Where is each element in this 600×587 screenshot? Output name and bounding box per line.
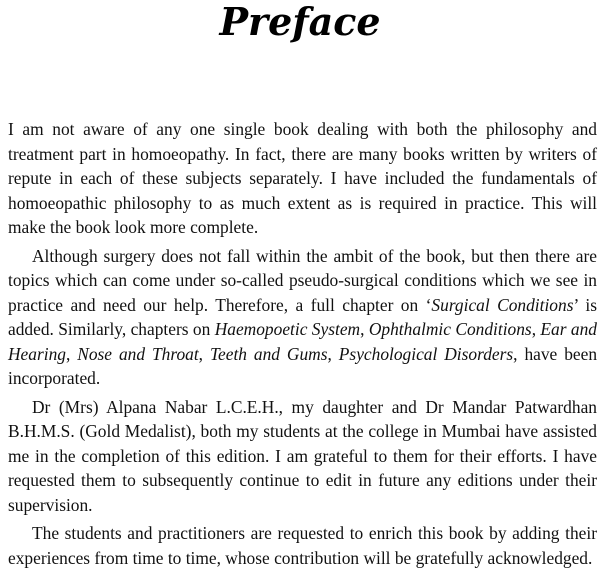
separator-3: , xyxy=(65,343,78,364)
separator-1: , xyxy=(360,319,369,339)
chapter-title-haemopoetic-system: Haemopoetic System xyxy=(214,319,361,339)
chapter-title-teeth-and-gums: Teeth and Gums xyxy=(209,343,328,364)
separator-5: , xyxy=(327,343,339,364)
page-title: Preface xyxy=(219,0,381,44)
paragraph-2-text-2: is added. Similarly, chapters on xyxy=(8,294,597,339)
preface-body xyxy=(8,117,597,570)
quote-close: ’ xyxy=(573,294,578,315)
chapter-title-ophthalmic-conditions: Ophthalmic Conditions xyxy=(368,319,532,339)
paragraph-2-text-1: Although surgery does not fall within the ambit of the book, but then there are topics which can come under so-called pseudo-surgical conditions which we see in practice and need our help. Therefore, a full chapter on xyxy=(8,245,597,315)
separator-2: , xyxy=(531,319,541,339)
paragraph-3: Dr (Mrs) Alpana Nabar L.C.E.H., my daughter and Dr Mandar Patwardhan B.H.M.S. (Gold Medalist), both my students at the college in Mumbai have assisted me in the completion of this edition. I am grateful to them for their efforts. I have requested them to subsequently continue to edit in future any editions under their supervision. xyxy=(8,396,597,515)
paragraph-2 xyxy=(8,244,597,391)
chapter-title-surgical-conditions: Surgical Conditions xyxy=(431,294,574,315)
separator-4: , xyxy=(198,343,210,364)
chapter-title-ear-and-hearing: Ear and Hearing xyxy=(8,319,597,364)
chapter-title-nose-and-throat: Nose and Throat xyxy=(77,343,199,364)
paragraph-1: I am not aware of any one single book dealing with both the philosophy and treatment part in homoeopathy. In fact, there are many books written by writers of repute in each of these subjects separately. I have included the fundamentals of homoeopathic philosophy to as much extent as is required in practice. This will make the book look more complete. xyxy=(8,119,597,237)
chapter-title-psychological-disorders: Psychological Disorders xyxy=(338,343,514,364)
paragraph-2-text-3: , have been incorporated. xyxy=(8,343,598,388)
paragraph-4: The students and practitioners are requested to enrich this book by adding their experiences from time to time, whose contribution will be gratefully acknowledged. xyxy=(8,523,597,568)
quote-open: ‘ xyxy=(425,294,432,315)
